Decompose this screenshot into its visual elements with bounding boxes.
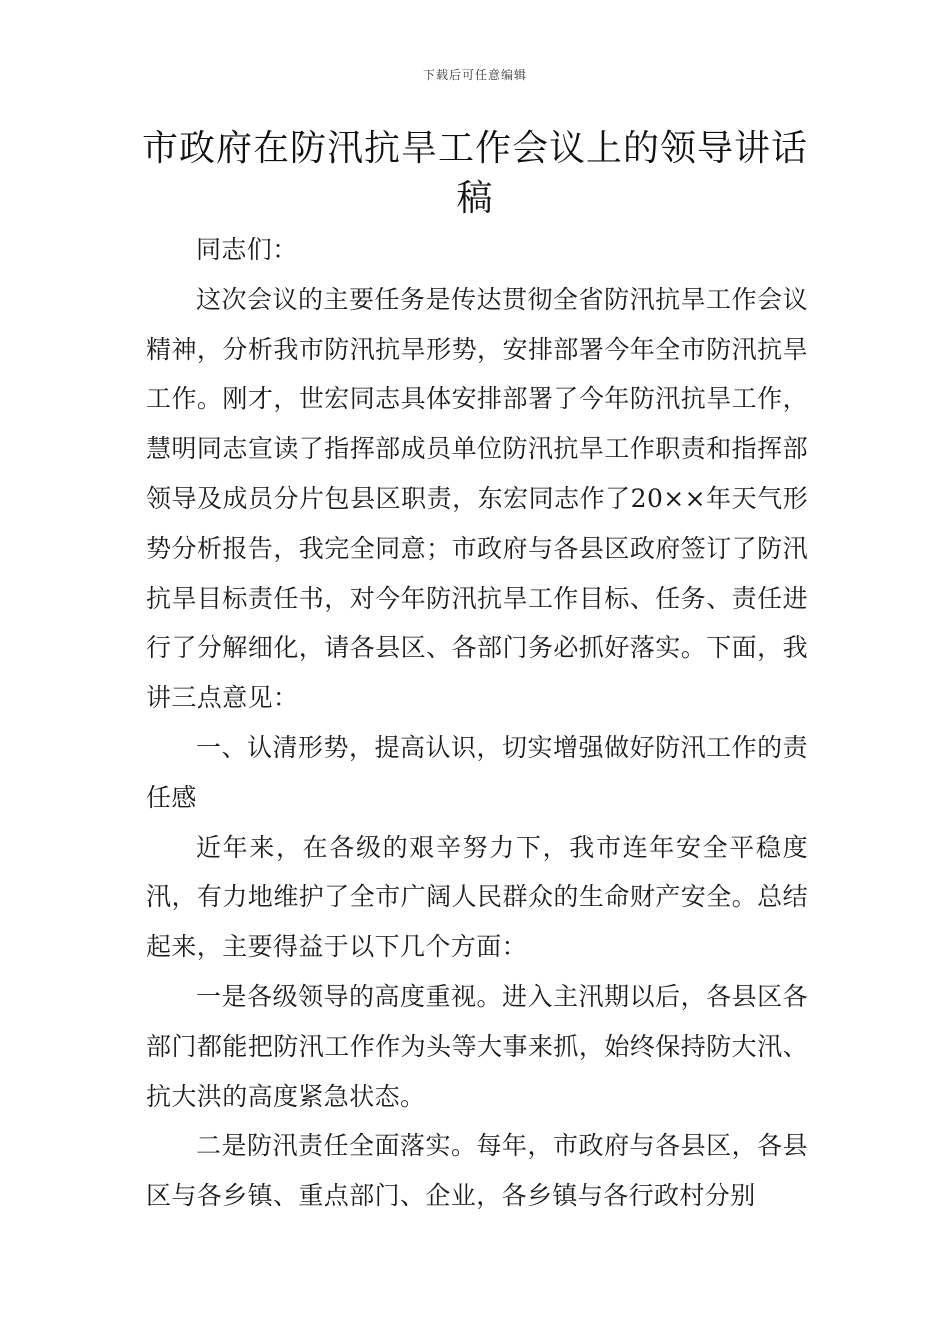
paragraph-intro: 这次会议的主要任务是传达贯彻全省防汛抗旱工作会议精神，分析我市防汛抗旱形势，安排部署今年全市防汛抗旱工作。刚才，世宏同志具体安排部署了今年防汛抗旱工作，慧明同志宣读了指挥部成员单位防汛抗旱工作职责和指挥部领导及成员分片包县区职责，东宏同志作了20××年天气形势分析报告，我完全同意；市政府与各县区政府签订了防汛抗旱目标责任书，对今年防汛抗旱工作目标、任务、责任进行了分解细化，请各县区、各部门务必抓好落实。下面，我讲三点意见： bbox=[146, 284, 808, 713]
paragraph-point-1: 一是各级领导的高度重视。进入主汛期以后，各县区各部门都能把防汛工作作为头等大事来抓，始终保持防大汛、抗大洪的高度紧急状态。 bbox=[146, 981, 808, 1111]
header-note: 下载后可任意编辑 bbox=[422, 68, 527, 82]
document-body bbox=[146, 225, 808, 1221]
section-heading-1: 一、认清形势，提高认识，切实增强做好防汛工作的责任感 bbox=[146, 732, 808, 812]
paragraph-recent-years: 近年来，在各级的艰辛努力下，我市连年安全平稳度汛，有力地维护了全市广阔人民群众的生命财产安全。总结起来，主要得益于以下几个方面： bbox=[146, 832, 808, 962]
paragraph-salutation: 同志们： bbox=[196, 235, 298, 264]
paragraph-point-2: 二是防汛责任全面落实。每年，市政府与各县区，各县区与各乡镇、重点部门、企业，各乡镇与各行政村分别 bbox=[146, 1131, 808, 1211]
document-title: 市政府在防汛抗旱工作会议上的领导讲话稿 bbox=[141, 128, 808, 219]
